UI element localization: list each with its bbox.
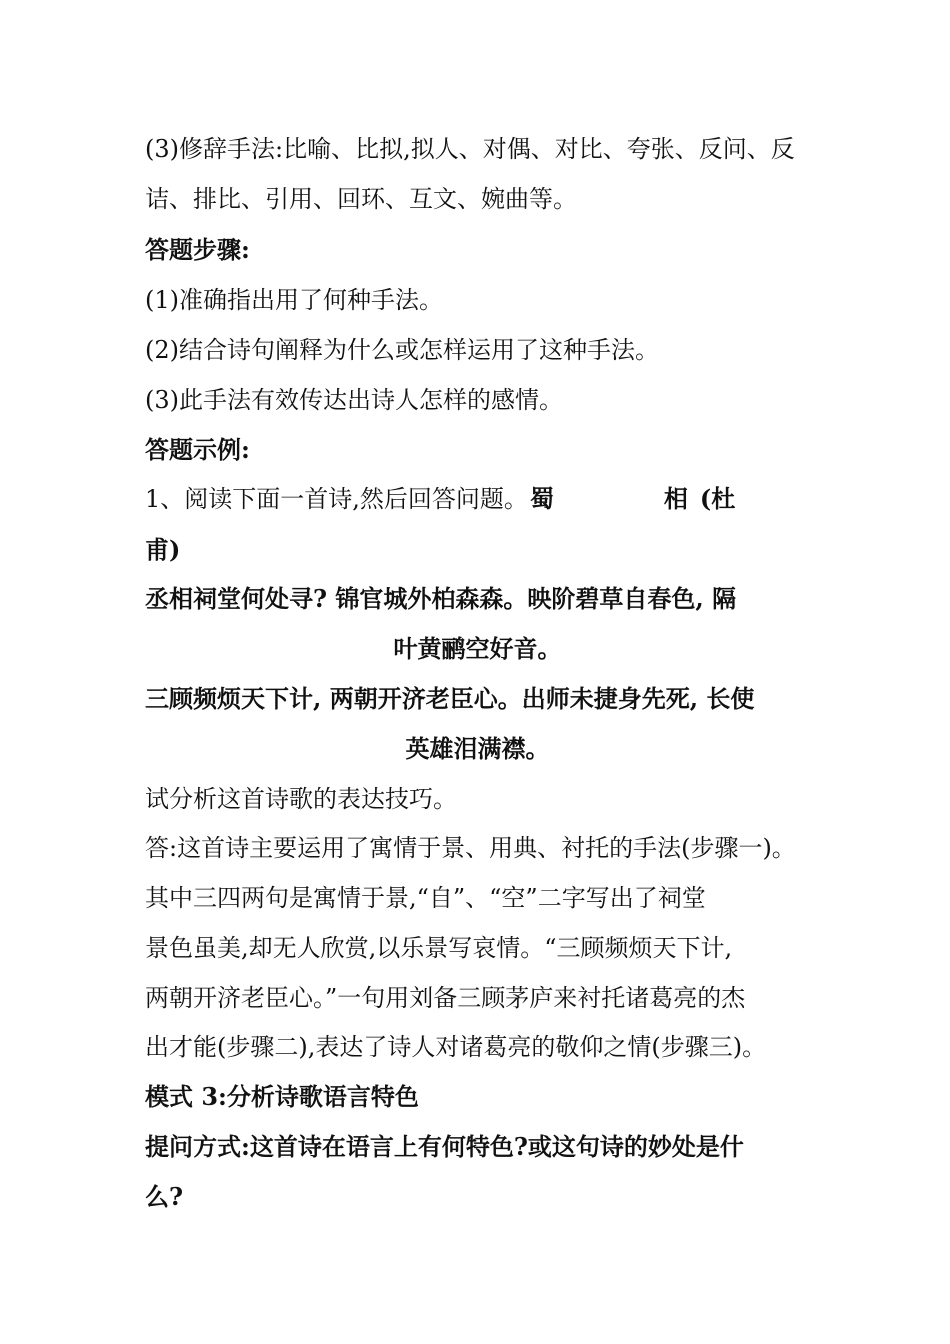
heading-mode-3 — [145, 1082, 810, 1112]
step-2 — [145, 335, 810, 365]
step-text: (1)准确指出用了何种手法。 — [145, 286, 443, 314]
answer-line-1 — [145, 833, 810, 863]
step-text: (3)此手法有效传达出诗人怎样的感情。 — [145, 386, 563, 414]
heading-answer-example — [145, 435, 810, 465]
poem-line-4 — [145, 734, 810, 764]
text-line-rhetoric-cont — [145, 184, 810, 214]
question-text: 1、阅读下面一首诗,然后回答问题。 — [145, 485, 528, 513]
question-format-text: 提问方式:这首诗在语言上有何特色?或这句诗的妙处是什 — [145, 1132, 744, 1161]
answer-line-4 — [145, 983, 810, 1013]
poem-text: 三顾频烦天下计, 两朝开济老臣心。出师未捷身先死, 长使 — [145, 684, 755, 713]
poem-line-2 — [145, 634, 810, 664]
heading-text: 答题步骤: — [145, 235, 250, 264]
text-line-rhetoric — [145, 134, 810, 164]
poem-title-char-2: 相 — [663, 484, 688, 513]
heading-answer-steps — [145, 235, 810, 265]
answer-line-2 — [145, 883, 810, 913]
poem-line-1 — [145, 584, 810, 614]
question-format-line-2 — [145, 1182, 810, 1212]
analysis-question — [145, 784, 810, 814]
step-1 — [145, 285, 810, 315]
question-format-text: 么? — [145, 1182, 184, 1211]
heading-text: 模式 3:分析诗歌语言特色 — [145, 1082, 419, 1111]
poem-title-char-1: 蜀 — [529, 484, 554, 513]
poem-text: 叶黄鹂空好音。 — [393, 634, 562, 663]
answer-text: 出才能(步骤二),表达了诗人对诸葛亮的敬仰之情(步骤三)。 — [145, 1033, 767, 1061]
step-3 — [145, 385, 810, 415]
answer-line-5 — [145, 1032, 810, 1062]
poem-line-3 — [145, 684, 810, 714]
answer-text: 答:这首诗主要运用了寓情于景、用典、衬托的手法(步骤一)。 — [145, 834, 796, 862]
poem-author-close — [145, 535, 810, 565]
author-text: 甫) — [145, 535, 181, 564]
line-text: 诘、排比、引用、回环、互文、婉曲等。 — [145, 185, 577, 213]
answer-line-3 — [145, 933, 810, 963]
step-text: (2)结合诗句阐释为什么或怎样运用了这种手法。 — [145, 336, 659, 364]
poem-text: 英雄泪满襟。 — [405, 734, 550, 763]
heading-text: 答题示例: — [145, 435, 250, 464]
answer-text: 其中三四两句是寓情于景,“自”、“空”二字写出了祠堂 — [145, 884, 706, 912]
question-1-line — [145, 484, 810, 514]
poem-author-open: (杜 — [699, 484, 736, 513]
answer-text: 景色虽美,却无人欣赏,以乐景写哀情。“三顾频烦天下计, — [145, 934, 733, 962]
question-text: 试分析这首诗歌的表达技巧。 — [145, 785, 457, 813]
answer-text: 两朝开济老臣心。”一句用刘备三顾茅庐来衬托诸葛亮的杰 — [145, 984, 746, 1012]
line-text: (3)修辞手法:比喻、比拟,拟人、对偶、对比、夸张、反问、反 — [145, 135, 795, 163]
poem-text: 丞相祠堂何处寻? 锦官城外柏森森。映阶碧草自春色, 隔 — [145, 584, 737, 613]
question-format-line-1 — [145, 1132, 810, 1162]
